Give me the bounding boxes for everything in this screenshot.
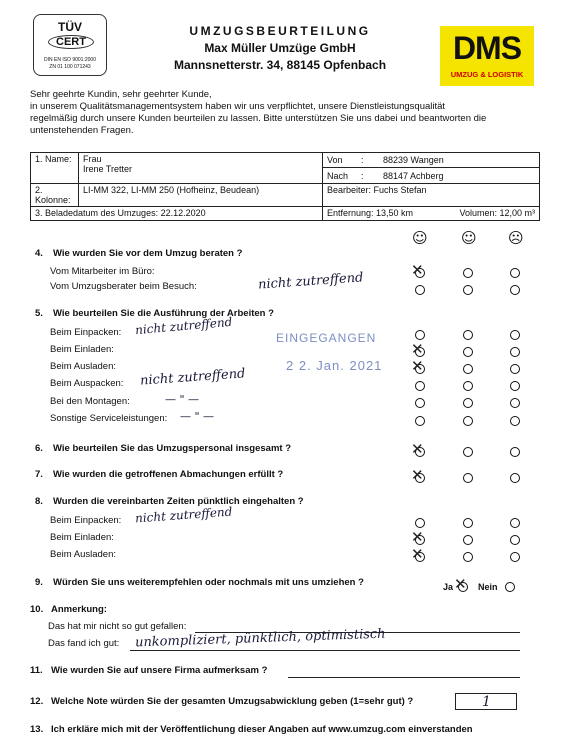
check-mark: ✕	[411, 261, 424, 279]
rating-circle-q5-ausladen-good[interactable]	[411, 357, 425, 375]
rating-circle-q5-auspacken-neutral[interactable]	[463, 381, 473, 391]
q12-number: 12.	[30, 696, 44, 707]
q9-nein-label: Nein	[478, 582, 498, 592]
q6-number: 6.	[35, 443, 43, 454]
check-mark: ✕	[411, 466, 424, 484]
rating-circle-q5-ausladen-bad[interactable]	[510, 364, 520, 374]
q8-handwritten-note: nicht zutreffend	[134, 504, 233, 526]
rating-circle-q8-ausladen-good[interactable]	[411, 545, 425, 563]
q13-number: 13.	[30, 724, 44, 735]
q5-item-einpacken: Beim Einpacken:	[50, 327, 122, 338]
check-mark: ✕	[411, 545, 424, 563]
kolonne-label: 2. Kolonne:	[35, 185, 71, 205]
q8-number: 8.	[35, 496, 43, 507]
intro-line3: regelmäßig durch unsere Kunden beurteilen zu lassen. Bitte unterstützen Sie uns dabei und beantworten die	[30, 113, 487, 124]
q10-line-negative: Das hat mir nicht so gut gefallen:	[48, 621, 187, 632]
rating-circle-q7-bad[interactable]	[510, 473, 520, 483]
q8-item-einpacken: Beim Einpacken:	[50, 515, 122, 526]
bearbeiter: Bearbeiter: Fuchs Stefan	[327, 185, 427, 195]
tuv-line3: DIN EN ISO 9001:2000	[44, 57, 96, 63]
rating-circle-q8-einladen-bad[interactable]	[510, 535, 520, 545]
dms-logo-sub: UMZUG & LOGISTIK	[450, 70, 524, 79]
q5-question: Wie beurteilen Sie die Ausführung der Arbeiten ?	[53, 308, 274, 319]
rating-circle-q7-good[interactable]	[411, 466, 425, 484]
rating-circle-q7-neutral[interactable]	[463, 473, 473, 483]
rating-circle-q8-einpacken-bad[interactable]	[510, 518, 520, 528]
rating-circle-q5-sonstige-good[interactable]	[415, 416, 425, 426]
q5-item-ausladen: Beim Ausladen:	[50, 361, 117, 372]
beladedatum: 3. Beladedatum des Umzuges: 22.12.2020	[35, 208, 206, 218]
rating-circle-q6-neutral[interactable]	[463, 447, 473, 457]
intro-line4: untenstehenden Fragen.	[30, 125, 134, 136]
q8-item-ausladen: Beim Ausladen:	[50, 549, 117, 560]
name-value2: Irene Tretter	[83, 164, 133, 174]
q6-question: Wie beurteilen Sie das Umzugspersonal insgesamt ?	[53, 443, 292, 454]
q7-number: 7.	[35, 469, 43, 480]
tuv-line1: TÜV	[58, 20, 82, 34]
face-neutral-icon: ☺	[461, 229, 477, 247]
q5-item-auspacken: Beim Auspacken:	[50, 378, 124, 389]
rating-circle-q6-good[interactable]	[411, 440, 425, 458]
entfernung: Entfernung: 13,50 km	[327, 208, 414, 218]
q9-nein-checkbox[interactable]	[505, 582, 515, 592]
q5-item-einladen: Beim Einladen:	[50, 344, 114, 355]
rating-circle-q5-einladen-bad[interactable]	[510, 347, 520, 357]
rating-circle-q8-einladen-good[interactable]	[411, 528, 425, 546]
q11-answer-rule	[288, 677, 520, 678]
rating-circle-q4-besuch-bad[interactable]	[510, 285, 520, 295]
rating-circle-q8-ausladen-neutral[interactable]	[463, 552, 473, 562]
q12-grade-box[interactable]	[455, 693, 517, 710]
rating-circle-q5-montagen-good[interactable]	[415, 398, 425, 408]
rating-circle-q8-einpacken-neutral[interactable]	[463, 518, 473, 528]
rating-circle-q8-einladen-neutral[interactable]	[463, 535, 473, 545]
intro-line2: in unserem Qualitätsmanagementsystem haben wir uns verpflichtet, unsere Dienstleistungsqualität	[30, 101, 446, 112]
rating-circle-q8-einpacken-good[interactable]	[415, 518, 425, 528]
volumen: Volumen: 12,00 m³	[459, 208, 535, 218]
q9-ja-check-mark: ✕	[454, 575, 467, 593]
nach-value: 88147 Achberg	[383, 170, 444, 181]
q4-question: Wie wurden Sie vor dem Umzug beraten ?	[53, 248, 243, 259]
rating-circle-q5-auspacken-good[interactable]	[415, 381, 425, 391]
form-title: UMZUGSBEURTEILUNG	[189, 24, 371, 38]
von-colon: :	[361, 155, 364, 165]
nach-colon: :	[361, 170, 364, 181]
q5-hw-montagen: — " —	[165, 393, 200, 406]
rating-circle-q5-einladen-good[interactable]	[411, 340, 425, 358]
name-label: 1. Name:	[35, 154, 72, 164]
q9-number: 9.	[35, 577, 43, 588]
customer-info-table	[30, 152, 540, 221]
dms-logo	[440, 26, 534, 86]
dms-logo-text: DMS	[452, 30, 522, 66]
q13-question: Ich erkläre mich mit der Veröffentlichung dieser Angaben auf www.umzug.com einverstanden	[51, 724, 473, 735]
kolonne-value: LI-MM 322, LI-MM 250 (Hofheinz, Beudean)	[83, 185, 260, 195]
q5-hw-sonstige: — " —	[180, 410, 215, 423]
rating-circle-q6-bad[interactable]	[510, 447, 520, 457]
q10-number: 10.	[30, 604, 44, 615]
q10-line-positive: Das fand ich gut:	[48, 638, 120, 649]
rating-circle-q4-besuch-neutral[interactable]	[463, 285, 473, 295]
received-stamp-label: EINGEGANGEN	[276, 331, 377, 345]
q5-hw-auspacken: nicht zutreffend	[139, 366, 246, 389]
q9-ja-label: Ja	[443, 582, 454, 592]
rating-circle-q5-einpacken-good[interactable]	[415, 330, 425, 340]
q12-grade-value: 1	[482, 694, 491, 710]
rating-circle-q5-sonstige-neutral[interactable]	[463, 416, 473, 426]
q9-question: Würden Sie uns weiterempfehlen oder nochmals mit uns umziehen ?	[53, 577, 364, 588]
q11-number: 11.	[30, 665, 43, 676]
company-name: Max Müller Umzüge GmbH	[204, 41, 356, 55]
tuv-line2: CERT	[48, 35, 94, 49]
von-value: 88239 Wangen	[383, 155, 444, 165]
rating-circle-q8-ausladen-bad[interactable]	[510, 552, 520, 562]
q4-item-buero: Vom Mitarbeiter im Büro:	[50, 266, 155, 277]
q5-hw-einpacken: nicht zutreffend	[134, 314, 233, 338]
face-happy-icon: ☺	[412, 229, 428, 247]
rating-circle-q5-einpacken-bad[interactable]	[510, 330, 520, 340]
q7-question: Wie wurden die getroffenen Abmachungen erfüllt ?	[53, 469, 284, 480]
q9-ja-checkbox[interactable]	[454, 575, 468, 593]
check-mark: ✕	[411, 528, 424, 546]
rating-circle-q5-ausladen-neutral[interactable]	[463, 364, 473, 374]
rating-circle-q5-sonstige-bad[interactable]	[510, 416, 520, 426]
rating-circle-q5-einpacken-neutral[interactable]	[463, 330, 473, 340]
nach-label: Nach	[327, 170, 349, 181]
von-label: Von	[327, 155, 343, 165]
rating-circle-q4-buero-good[interactable]	[411, 261, 425, 279]
rating-circle-q5-einladen-neutral[interactable]	[463, 347, 473, 357]
company-address: Mannsnetterstr. 34, 88145 Opfenbach	[173, 58, 387, 72]
q5-item-montagen: Bei den Montagen:	[50, 396, 130, 407]
q4-handwritten-note: nicht zutreffend	[257, 270, 364, 293]
intro-line1: Sehr geehrte Kundin, sehr geehrter Kunde,	[30, 89, 212, 100]
q4-item-besuch: Vom Umzugsberater beim Besuch:	[50, 281, 197, 292]
q5-item-sonstige: Sonstige Serviceleistungen:	[50, 413, 168, 424]
q10-question: Anmerkung:	[51, 604, 107, 615]
name-value1: Frau	[83, 154, 102, 164]
received-stamp-date: 2 2. Jan. 2021	[286, 358, 383, 373]
tuv-line4: ZN 01 100 071243	[49, 64, 91, 70]
check-mark: ✕	[411, 440, 424, 458]
rating-circle-q5-montagen-bad[interactable]	[510, 398, 520, 408]
q5-number: 5.	[35, 308, 43, 319]
check-mark: ✕	[411, 357, 424, 375]
rating-circle-q5-auspacken-bad[interactable]	[510, 381, 520, 391]
q10-line-positive-rule	[130, 650, 520, 651]
q12-question: Welche Note würden Sie der gesamten Umzugsabwicklung geben (1=sehr gut) ?	[51, 696, 414, 707]
q4-number: 4.	[35, 248, 43, 259]
q10-handwritten-note: unkompliziert, pünktlich, optimistisch	[134, 626, 386, 651]
rating-circle-q4-besuch-good[interactable]	[415, 285, 425, 295]
q11-question: Wie wurden Sie auf unsere Firma aufmerksam ?	[51, 665, 268, 676]
face-sad-icon: ☹	[508, 229, 524, 247]
rating-circle-q5-montagen-neutral[interactable]	[463, 398, 473, 408]
check-mark: ✕	[411, 340, 424, 358]
q8-item-einladen: Beim Einladen:	[50, 532, 114, 543]
tuv-cert-logo	[33, 14, 107, 76]
rating-circle-q4-buero-neutral[interactable]	[463, 268, 473, 278]
rating-circle-q4-buero-bad[interactable]	[510, 268, 520, 278]
q8-question: Wurden die vereinbarten Zeiten pünktlich eingehalten ?	[53, 496, 304, 507]
